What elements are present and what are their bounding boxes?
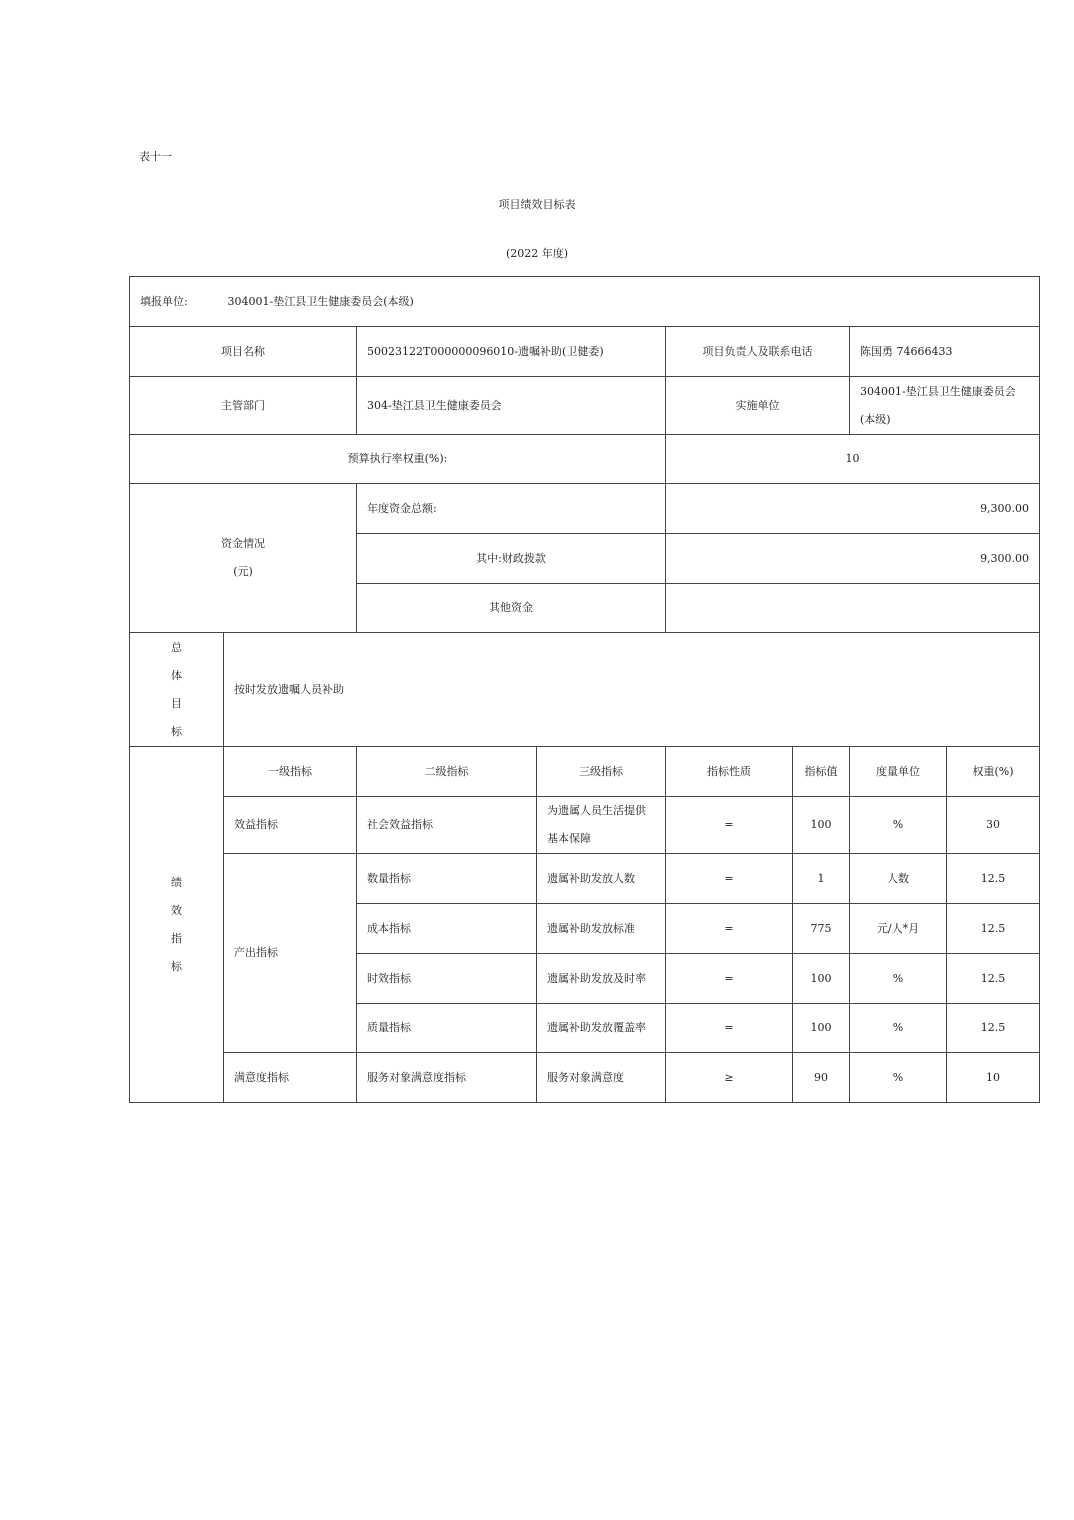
indicators-label [130, 747, 224, 1103]
weight-cell: 30 [947, 797, 1040, 854]
project-owner-label: 项目负责人及联系电话 [666, 327, 850, 377]
value-cell: 90 [793, 1053, 850, 1103]
funds-total-label: 年度资金总额: [357, 484, 666, 534]
funds-label-cell [130, 484, 357, 633]
weight-cell: 10 [947, 1053, 1040, 1103]
goal-value: 按时发放遗嘱人员补助 [224, 633, 1040, 747]
level2-cell: 服务对象满意度指标 [357, 1053, 537, 1103]
dept-value: 304-垫江县卫生健康委员会 [357, 377, 666, 435]
level1-cell: 效益指标 [224, 797, 357, 854]
table-row [130, 1053, 1040, 1103]
unit-cell: % [850, 1004, 947, 1053]
page-title: 项目绩效目标表 [498, 198, 576, 211]
level2-cell: 成本指标 [357, 904, 537, 954]
level3-cell: 遗属补助发放及时率 [537, 954, 666, 1004]
level2-cell: 质量指标 [357, 1004, 537, 1053]
header-nature: 指标性质 [666, 747, 793, 797]
unit-cell: 元/人*月 [850, 904, 947, 954]
funds-fiscal-value: 9,300.00 [666, 534, 1040, 584]
header-weight: 权重(%) [947, 747, 1040, 797]
unit-value: 304001-垫江县卫生健康委员会(本级) [227, 294, 414, 308]
unit-cell [130, 277, 1040, 327]
indicators-label-char: 标 [171, 959, 182, 973]
level1-cell: 满意度指标 [224, 1053, 357, 1103]
level3-cell: 遗属补助发放覆盖率 [537, 1004, 666, 1053]
funds-other-value [666, 584, 1040, 633]
table-row [130, 747, 1040, 797]
goal-label-char: 总 [171, 640, 182, 654]
nature-cell: = [666, 797, 793, 854]
table-row [130, 435, 1040, 484]
goal-label [130, 633, 224, 747]
table-row [130, 797, 1040, 854]
goal-label-char: 标 [171, 724, 182, 738]
impl-value: 304001-垫江县卫生健康委员会(本级) [850, 377, 1040, 435]
unit-cell: 人数 [850, 854, 947, 904]
table-row [130, 277, 1040, 327]
dept-label: 主管部门 [130, 377, 357, 435]
nature-cell: = [666, 854, 793, 904]
weight-cell: 12.5 [947, 954, 1040, 1004]
level3-cell: 遗属补助发放标准 [537, 904, 666, 954]
table-row [130, 484, 1040, 534]
indicators-label-char: 指 [171, 931, 182, 945]
value-cell: 100 [793, 797, 850, 854]
weight-cell: 12.5 [947, 1004, 1040, 1053]
weight-cell: 12.5 [947, 854, 1040, 904]
funds-label: 资金情况 [221, 537, 265, 550]
funds-total-value: 9,300.00 [666, 484, 1040, 534]
unit-cell: % [850, 1053, 947, 1103]
nature-cell: ≥ [666, 1053, 793, 1103]
goal-label-char: 体 [171, 668, 182, 682]
header-level2: 二级指标 [357, 747, 537, 797]
performance-table [129, 276, 1040, 1103]
indicators-label-char: 绩 [171, 875, 182, 889]
project-name-label: 项目名称 [130, 327, 357, 377]
funds-unit: (元) [233, 565, 253, 578]
budget-rate-label: 预算执行率权重(%): [130, 435, 666, 484]
value-cell: 1 [793, 854, 850, 904]
unit-cell: % [850, 797, 947, 854]
unit-label: 填报单位: [140, 294, 188, 308]
value-cell: 100 [793, 1004, 850, 1053]
nature-cell: = [666, 1004, 793, 1053]
table-row [130, 854, 1040, 904]
weight-cell: 12.5 [947, 904, 1040, 954]
level3-cell: 服务对象满意度 [537, 1053, 666, 1103]
goal-label-char: 目 [171, 696, 182, 710]
funds-fiscal-label: 其中:财政拨款 [357, 534, 666, 584]
header-level1: 一级指标 [224, 747, 357, 797]
table-row [130, 377, 1040, 435]
indicators-label-char: 效 [171, 903, 182, 917]
impl-label: 实施单位 [666, 377, 850, 435]
level1-cell: 产出指标 [224, 854, 357, 1053]
header-unit: 度量单位 [850, 747, 947, 797]
value-cell: 775 [793, 904, 850, 954]
budget-rate-value: 10 [666, 435, 1040, 484]
table-number: 表十一 [139, 150, 172, 163]
header-level3: 三级指标 [537, 747, 666, 797]
nature-cell: = [666, 904, 793, 954]
project-owner-value: 陈国勇 74666433 [850, 327, 1040, 377]
level2-cell: 时效指标 [357, 954, 537, 1004]
project-name-value: 50023122T000000096010-遗嘱补助(卫健委) [357, 327, 666, 377]
value-cell: 100 [793, 954, 850, 1004]
level2-cell: 社会效益指标 [357, 797, 537, 854]
nature-cell: = [666, 954, 793, 1004]
table-row [130, 327, 1040, 377]
year-subtitle: (2022 年度) [505, 247, 569, 260]
level2-cell: 数量指标 [357, 854, 537, 904]
unit-cell: % [850, 954, 947, 1004]
table-row [130, 633, 1040, 747]
header-value: 指标值 [793, 747, 850, 797]
funds-other-label: 其他资金 [357, 584, 666, 633]
level3-cell: 遗属补助发放人数 [537, 854, 666, 904]
level3-cell: 为遗属人员生活提供基本保障 [537, 797, 666, 854]
